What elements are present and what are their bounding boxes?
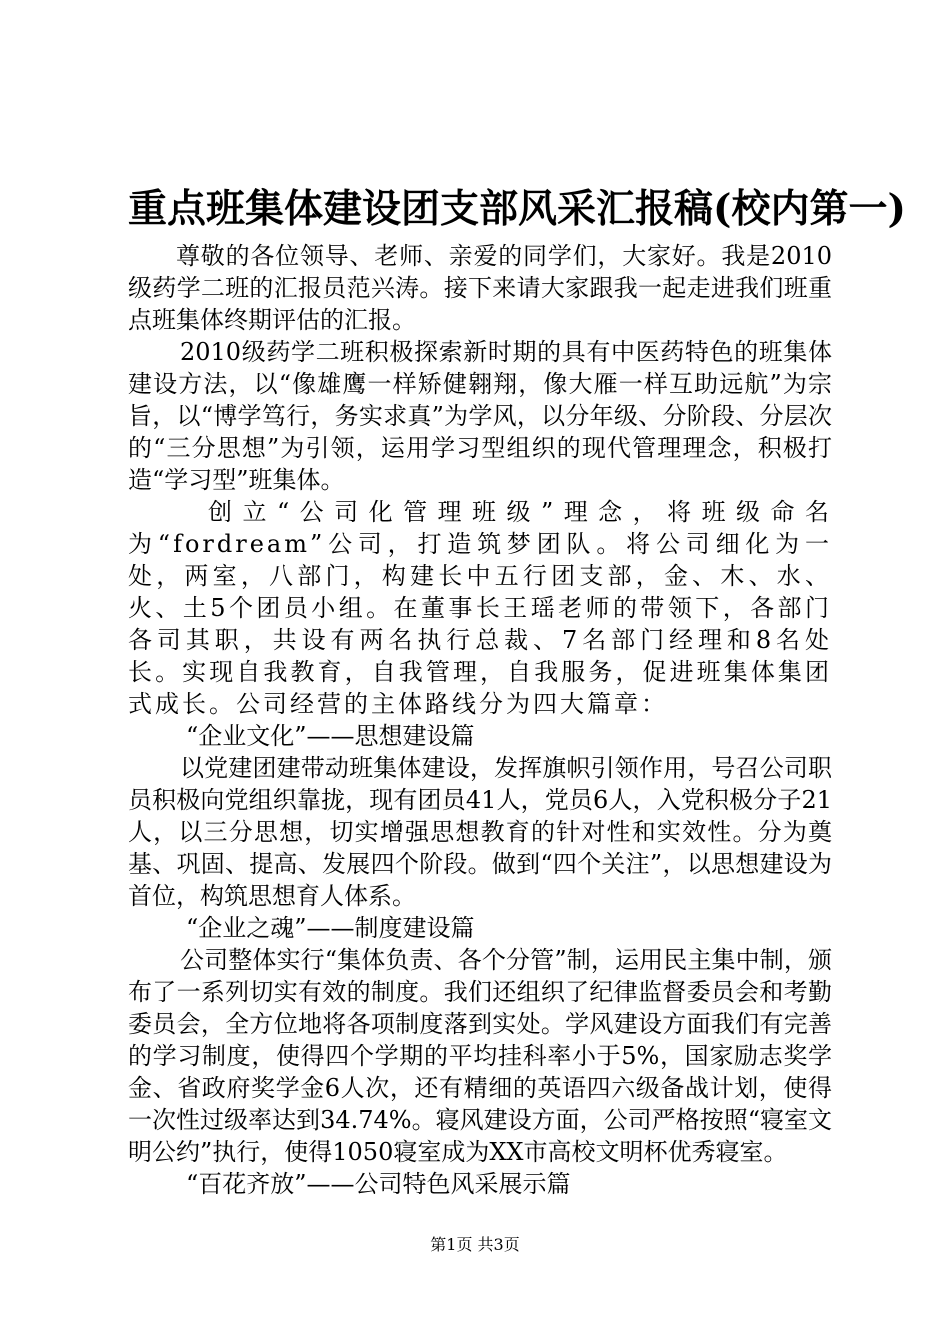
paragraph-company-concept: 创立“公司化管理班级”理念，将班级命名为“fordream”公司，打造筑梦团队。将公司细化为一处，两室，八部门，构建长中五行团支部，金、木、水、火、土5个团员小组。在董事长王瑶老师的带领下，各部门各司其职，共设有两名执行总裁、7名部门经理和8名处长。实现自我教育，自我管理，自我服务，促进班集体集团式成长。公司经营的主体路线分为四大篇章： [128,498,832,718]
paragraph-system: 公司整体实行“集体负责、各个分管”制，运用民主集中制，颁布了一系列切实有效的制度。我们还组织了纪律监督委员会和考勤委员会，全方位地将各项制度落到实处。学风建设方面我们有完善的学习制度，使得四个学期的平均挂科率小于5%，国家励志奖学金、省政府奖学金6人次，还有精细的英语四六级备战计划，使得一次性过级率达到34.74%。寝风建设方面，公司严格按照“寝室文明公约”执行，使得1050寝室成为XX市高校文明杯优秀寝室。 [128,946,832,1166]
paragraph-greeting: 尊敬的各位领导、老师、亲爱的同学们，大家好。我是2010级药学二班的汇报员范兴涛。接下来请大家跟我一起走进我们班重点班集体终期评估的汇报。 [128,242,832,334]
page-footer: 第1页 共3页 [430,1235,520,1254]
paragraph-class-intro: 2010级药学二班积极探索新时期的具有中医药特色的班集体建设方法，以“像雄鹰一样矫健翱翔，像大雁一样互助远航”为宗旨，以“博学笃行，务实求真”为学风，以分年级、分阶段、分层次的“三分思想”为引领，运用学习型组织的现代管理理念，积极打造“学习型”班集体。 [128,338,832,494]
section-heading-culture: “企业文化”——思想建设篇 [186,722,475,750]
section-heading-system: “企业之魂”——制度建设篇 [186,914,475,942]
section-heading-showcase: “百花齐放”——公司特色风采展示篇 [186,1170,571,1198]
paragraph-culture: 以党建团建带动班集体建设，发挥旗帜引领作用，号召公司职员积极向党组织靠拢，现有团员41人，党员6人，入党积极分子21人，以三分思想，切实增强思想教育的针对性和实效性。分为奠基、巩固、提高、发展四个阶段。做到“四个关注”，以思想建设为首位，构筑思想育人体系。 [128,754,832,910]
document-body [128,240,832,1200]
document-title: 重点班集体建设团支部风采汇报稿(校内第一) [128,186,906,232]
